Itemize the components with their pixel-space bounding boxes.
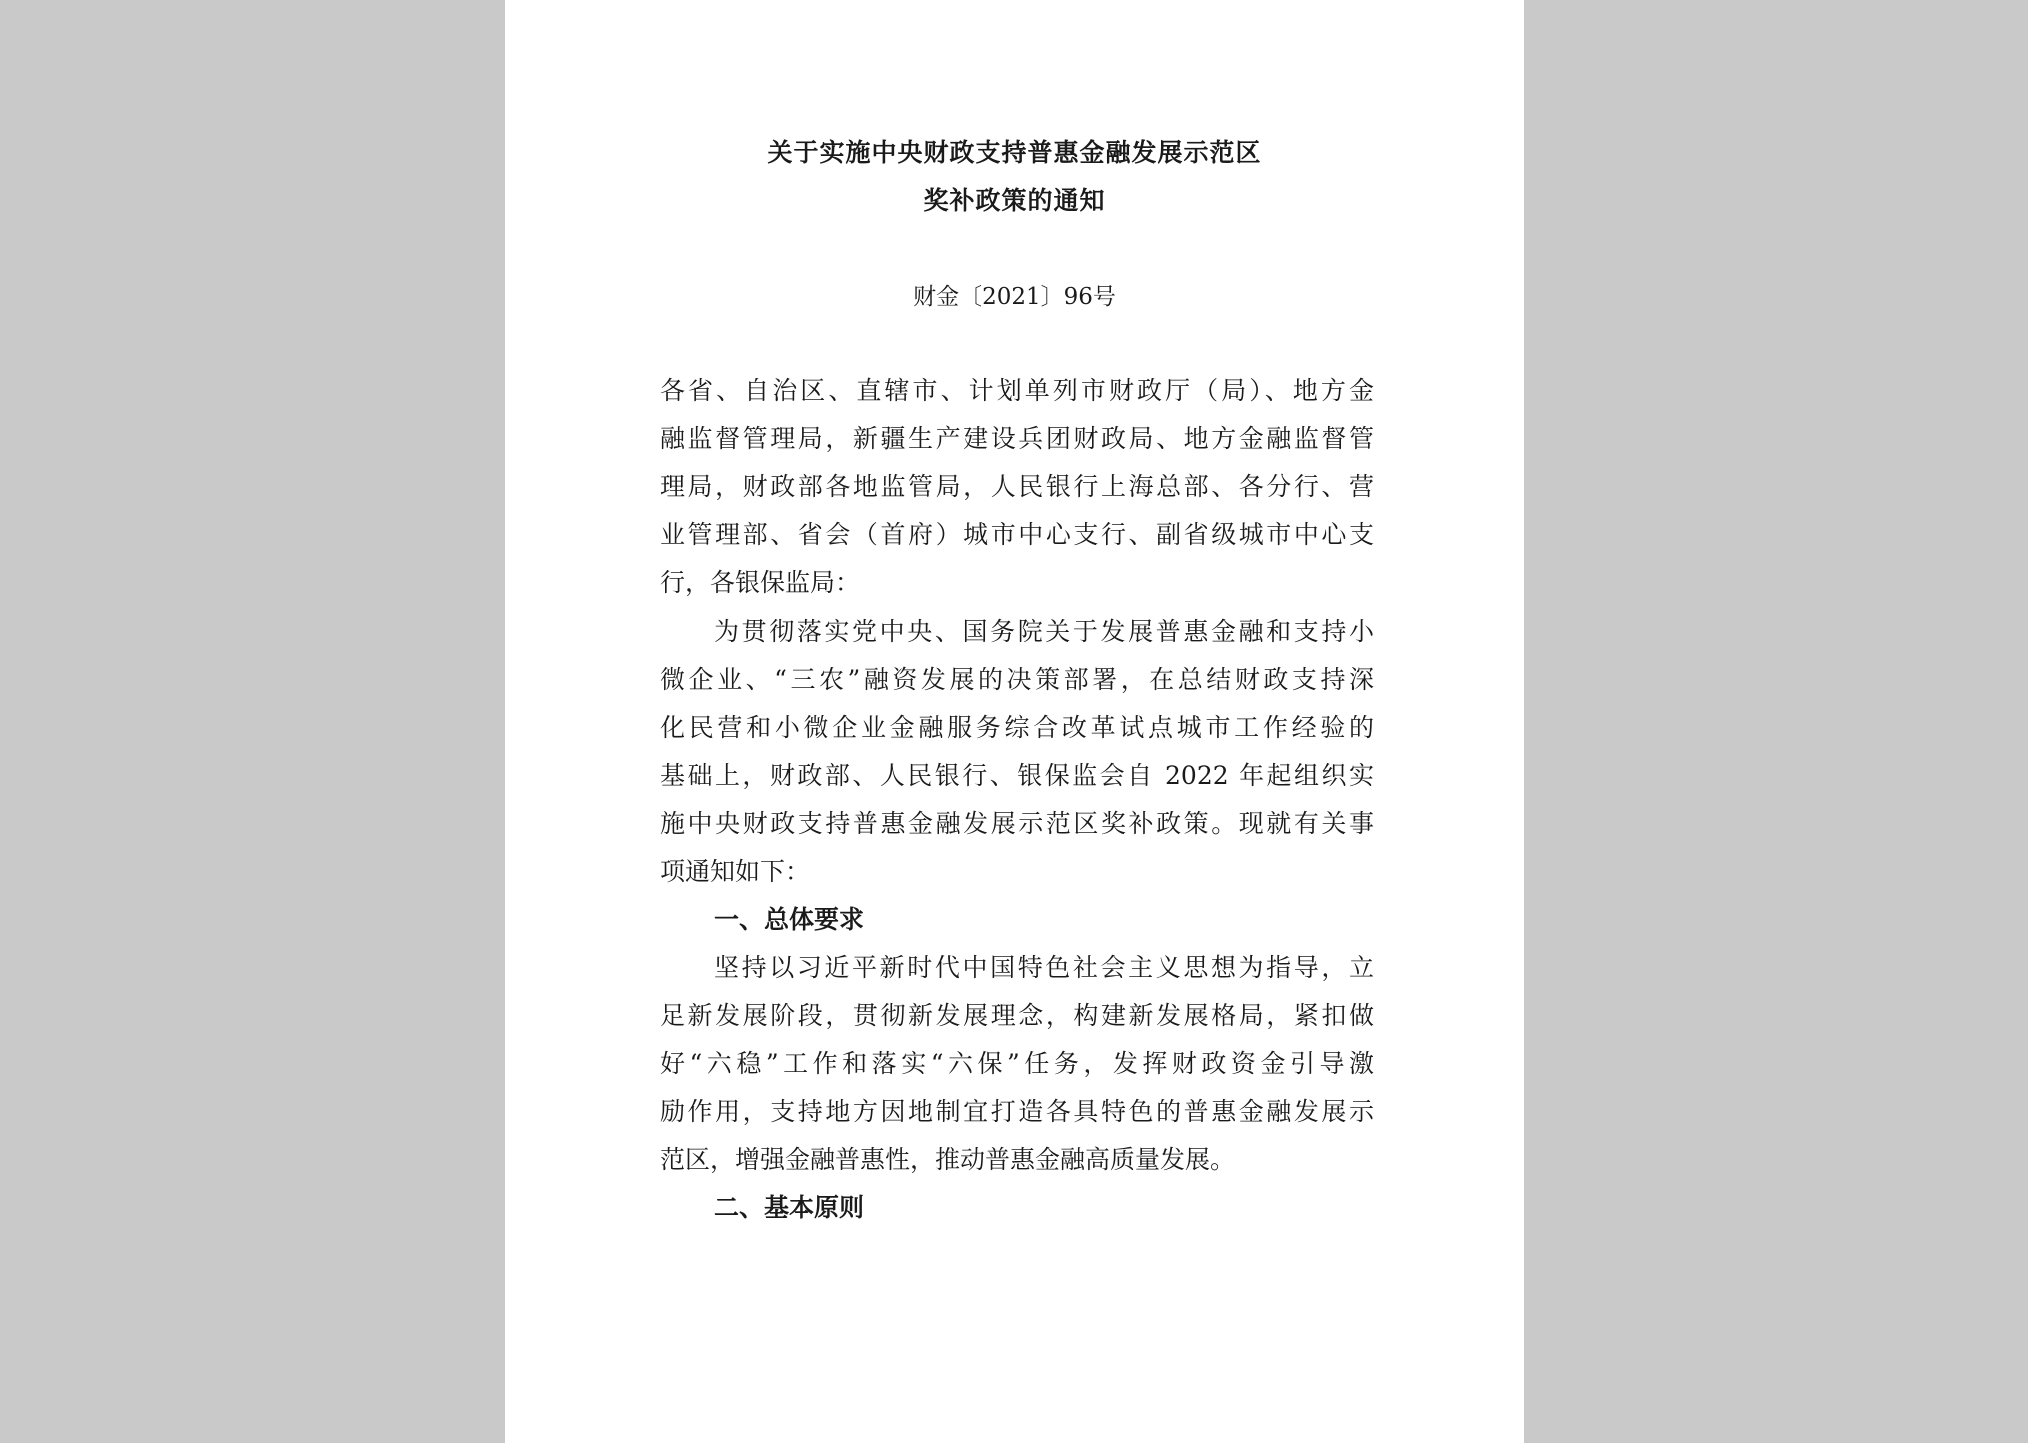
document-title-line-2: 奖补政策的通知 xyxy=(923,186,1106,215)
section-heading-basic-principles: 二、基本原则 xyxy=(714,1193,865,1222)
intro-line: 微企业、“三农”融资发展的决策部署，在总结财政支持深 xyxy=(660,665,1374,694)
addressee-line: 各省、自治区、直辖市、计划单列市财政厅（局）、地方金 xyxy=(660,376,1374,405)
section1-line: 坚持以习近平新时代中国特色社会主义思想为指导，立 xyxy=(714,953,1374,982)
intro-line: 项通知如下： xyxy=(660,857,811,886)
addressee-line: 理局，财政部各地监管局，人民银行上海总部、各分行、营 xyxy=(660,472,1374,501)
section-heading-general-requirements: 一、总体要求 xyxy=(714,905,865,934)
section1-line: 励作用，支持地方因地制宜打造各具特色的普惠金融发展示 xyxy=(660,1097,1374,1126)
document-number: 财金〔2021〕96号 xyxy=(913,284,1116,310)
addressee-line: 行，各银保监局： xyxy=(660,568,861,597)
section1-line: 范区，增强金融普惠性，推动普惠金融高质量发展。 xyxy=(660,1145,1236,1174)
intro-line: 基础上，财政部、人民银行、银保监会自 2022 年起组织实 xyxy=(660,761,1374,790)
section1-line: 足新发展阶段，贯彻新发展理念，构建新发展格局，紧扣做 xyxy=(660,1001,1374,1030)
document-page xyxy=(505,0,1524,1443)
intro-line: 为贯彻落实党中央、国务院关于发展普惠金融和支持小 xyxy=(714,617,1374,646)
addressee-line: 业管理部、省会（首府）城市中心支行、副省级城市中心支 xyxy=(660,520,1374,549)
addressee-line: 融监督管理局，新疆生产建设兵团财政局、地方金融监督管 xyxy=(660,424,1374,453)
document-title-line-1: 关于实施中央财政支持普惠金融发展示范区 xyxy=(767,138,1262,167)
section1-line: 好“六稳”工作和落实“六保”任务，发挥财政资金引导激 xyxy=(660,1049,1374,1078)
intro-line: 施中央财政支持普惠金融发展示范区奖补政策。现就有关事 xyxy=(660,809,1374,838)
intro-line: 化民营和小微企业金融服务综合改革试点城市工作经验的 xyxy=(660,713,1374,742)
